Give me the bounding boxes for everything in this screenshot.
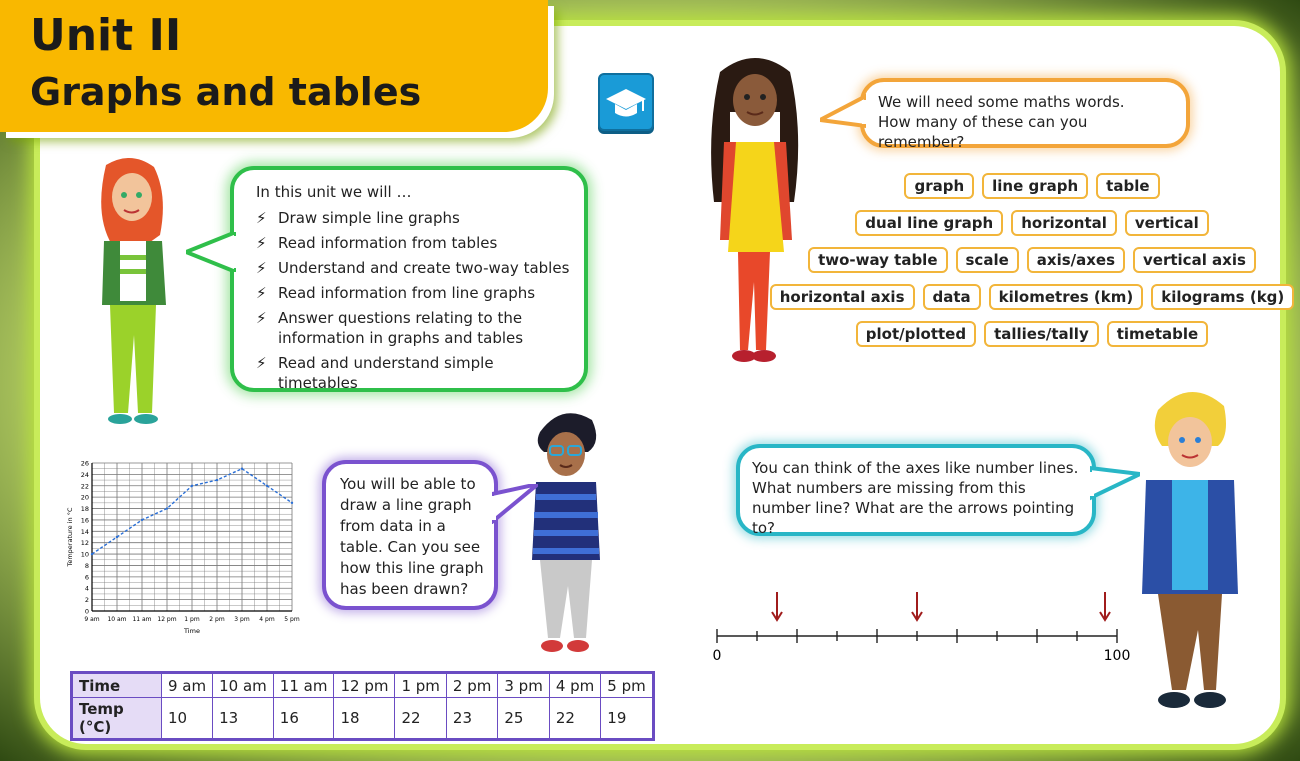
vocabulary-word: data	[923, 284, 981, 310]
table-cell: 3 pm	[498, 673, 549, 698]
x-tick-label: 3 pm	[234, 616, 250, 623]
x-tick-label: 11 am	[132, 616, 152, 623]
vocabulary-word: horizontal axis	[770, 284, 915, 310]
data-point	[191, 485, 193, 487]
vocabulary-word: timetable	[1107, 321, 1208, 347]
list-item: ⚡ Read information from tables	[256, 234, 498, 252]
temperature-line-graph	[62, 455, 302, 645]
vocabulary-list	[779, 173, 1285, 358]
x-tick-label: 9 am	[84, 616, 100, 623]
x-axis-title: Time	[184, 627, 200, 635]
y-tick-label: 26	[80, 459, 89, 468]
lightning-icon: ⚡	[256, 284, 267, 302]
x-tick-label: 5 pm	[284, 616, 300, 623]
vocabulary-row	[792, 321, 1272, 347]
row-header-time: Time	[72, 673, 162, 698]
blond-boy-illustration	[1132, 380, 1248, 730]
teacher-resource-button[interactable]	[598, 73, 654, 131]
bubble-tail	[820, 94, 866, 130]
line-graph-bubble-text: You will be able to draw a line graph from data in a table. Can you see how this line graph has been drawn?	[340, 475, 484, 598]
vocabulary-word: plot/plotted	[856, 321, 976, 347]
table-cell: 9 am	[162, 673, 213, 698]
table-cell: 5 pm	[601, 673, 653, 698]
table-cell: 10	[162, 698, 213, 740]
red-haired-girl-illustration	[76, 155, 186, 435]
data-point	[91, 553, 93, 555]
vocabulary-word: scale	[956, 247, 1019, 273]
maths-words-bubble	[860, 78, 1190, 151]
table-cell: 23	[446, 698, 497, 740]
vocabulary-word: vertical	[1125, 210, 1209, 236]
y-tick-label: 18	[80, 505, 89, 514]
table-cell: 19	[601, 698, 653, 740]
unit-goals-bubble	[230, 166, 588, 392]
number-line-bubble	[736, 444, 1096, 536]
vocabulary-word: tallies/tally	[984, 321, 1099, 347]
y-tick-label: 0	[84, 607, 89, 616]
vocabulary-word: horizontal	[1011, 210, 1117, 236]
line-graph-bubble	[322, 460, 498, 610]
unit-number: Unit II	[30, 10, 182, 61]
y-tick-label: 14	[80, 527, 89, 536]
data-point	[116, 536, 118, 538]
vocabulary-row	[792, 173, 1272, 199]
list-item: ⚡ Draw simple line graphs	[256, 209, 460, 227]
vocabulary-word: vertical axis	[1133, 247, 1256, 273]
vocabulary-word: dual line graph	[855, 210, 1003, 236]
graduation-cap-icon	[600, 75, 652, 129]
lightning-icon: ⚡	[256, 354, 267, 372]
table-row	[72, 698, 654, 740]
data-point	[216, 479, 218, 481]
number-line-start-label: 0	[712, 648, 722, 664]
number-line-bubble-text: You can think of the axes like number lines. What numbers are missing from this number line? What are the arrows pointing to?	[752, 459, 1079, 537]
vocabulary-word: line graph	[982, 173, 1088, 199]
unit-goals-intro: In this unit we will …	[256, 183, 412, 201]
data-point	[291, 502, 293, 504]
x-tick-label: 12 pm	[157, 616, 177, 623]
maths-words-text: We will need some maths words. How many of these can you remember?	[878, 93, 1125, 151]
data-point	[241, 467, 243, 469]
x-tick-label: 4 pm	[259, 616, 275, 623]
list-item: ⚡ Read information from line graphs	[256, 284, 536, 302]
table-cell: 2 pm	[446, 673, 497, 698]
lightning-icon: ⚡	[256, 234, 267, 252]
number-line	[706, 588, 1136, 668]
y-tick-label: 4	[84, 584, 89, 593]
temperature-table	[70, 671, 655, 741]
vocabulary-row	[792, 210, 1272, 236]
bubble-tail	[492, 484, 538, 524]
table-cell: 1 pm	[395, 673, 446, 698]
vocabulary-word: kilograms (kg)	[1151, 284, 1294, 310]
y-tick-label: 12	[80, 539, 89, 548]
boy-with-glasses-illustration	[522, 402, 608, 664]
x-tick-label: 10 am	[107, 616, 127, 623]
table-cell: 22	[549, 698, 600, 740]
vocabulary-word: graph	[904, 173, 974, 199]
vocabulary-row	[792, 247, 1272, 273]
vocabulary-word: axis/axes	[1027, 247, 1125, 273]
vocabulary-word: two-way table	[808, 247, 947, 273]
lightning-icon: ⚡	[256, 209, 267, 227]
table-cell: 18	[334, 698, 395, 740]
table-cell: 25	[498, 698, 549, 740]
y-tick-label: 24	[80, 470, 89, 479]
y-tick-label: 6	[84, 573, 89, 582]
table-cell: 22	[395, 698, 446, 740]
page-title: Graphs and tables	[30, 70, 422, 114]
y-tick-label: 2	[84, 596, 89, 605]
y-tick-label: 8	[84, 561, 89, 570]
x-tick-label: 1 pm	[184, 616, 200, 623]
unit-goals-list	[256, 208, 576, 398]
vocabulary-word: table	[1096, 173, 1159, 199]
list-item: ⚡ Read and understand simple timetables	[256, 354, 494, 392]
table-cell: 4 pm	[549, 673, 600, 698]
list-item: ⚡ Answer questions relating to the information in graphs and tables	[256, 309, 524, 347]
vocabulary-word: kilometres (km)	[989, 284, 1144, 310]
y-tick-label: 10	[80, 550, 89, 559]
y-tick-label: 16	[80, 516, 89, 525]
y-axis-title: Temperature in °C	[66, 507, 74, 567]
row-header-temp: Temp (°C)	[72, 698, 162, 740]
table-cell: 11 am	[273, 673, 334, 698]
number-line-end-label: 100	[1103, 648, 1131, 664]
y-tick-label: 20	[80, 493, 89, 502]
list-item: ⚡ Understand and create two-way tables	[256, 259, 570, 277]
vocabulary-row	[779, 284, 1285, 310]
x-tick-label: 2 pm	[209, 616, 225, 623]
table-row	[72, 673, 654, 698]
data-point	[266, 485, 268, 487]
bubble-tail	[186, 232, 236, 272]
data-point	[166, 507, 168, 509]
table-cell: 13	[213, 698, 274, 740]
table-cell: 16	[273, 698, 334, 740]
table-cell: 12 pm	[334, 673, 395, 698]
table-cell: 10 am	[213, 673, 274, 698]
lightning-icon: ⚡	[256, 259, 267, 277]
y-tick-label: 22	[80, 482, 89, 491]
lightning-icon: ⚡	[256, 309, 267, 327]
data-point	[141, 519, 143, 521]
unit-header	[0, 0, 548, 132]
